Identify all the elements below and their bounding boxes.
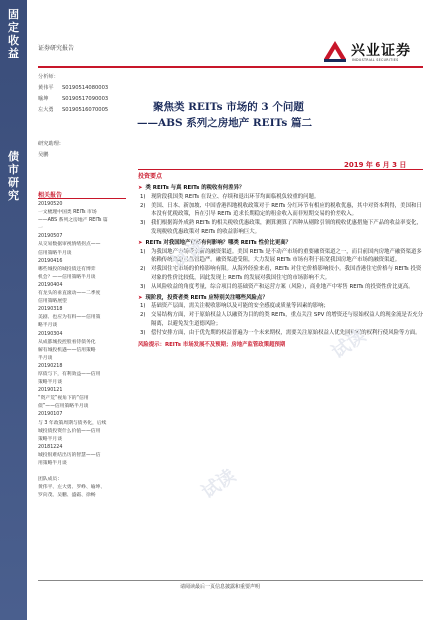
related-report-line: 20190318 [38, 307, 63, 313]
question-text: 现阶段，投资者类 REITs 应特别关注哪些风险点？ [145, 294, 268, 301]
related-report-line: 厚债与下，有利效益——信用 [38, 371, 101, 377]
item-text: 我们根据海外成熟 REITs 的相关税收优惠政策，测算测算了四种从剔除引领的税收优惠措施下产品的收益率变化，发现税收优惠政策对 REITs 的收益影响巨大。 [151, 220, 422, 235]
related-report-line: 20190404 [38, 282, 63, 288]
question-text: 类 REITs 与真 REITs 的税收有何差异？ [145, 185, 245, 191]
report-type-label: 证券研究报告 [38, 45, 75, 52]
item-number: 3) [140, 329, 146, 336]
report-subtitle: ——ABS 系列之房地产 REITs 篇二 [137, 117, 312, 129]
related-report-line [38, 468, 128, 476]
related-report-line: 一 [38, 226, 43, 232]
item-text: 基础资产层面，需关注税收影响以及可能的安全感度或质量等因素的影响； [151, 303, 329, 310]
item-text: 交易结构方面，对于原始权益人以融资为目的的类 REITs，重点关注 SPV 的增资还与原始权益人的现金流是否充分隔离，以避免发生道德风险； [151, 312, 424, 327]
section-question [138, 294, 426, 303]
related-report-line: 20190416 [38, 258, 63, 264]
related-report-line: 城投很难结出历的智慧——信 [38, 452, 101, 458]
related-reports-heading: 相关报告 [38, 192, 63, 199]
related-report-line: 一文梳理中国类 REITs 市场 [38, 210, 97, 216]
related-reports-list [38, 201, 128, 500]
related-report-line: 20190304 [38, 331, 63, 337]
related-report-line: 黄伟平、左大勇、罗峥、喻坤、 [38, 485, 106, 491]
question-text: REITs 对我国地产市场有何影响？哪类 REITs 性价比更高？ [145, 239, 291, 246]
analyst-row [38, 83, 128, 94]
related-report-line: 与 3 年政策周期与债务化，后续 [38, 420, 107, 426]
analyst-code: S0190516070005 [62, 107, 109, 113]
analyst-name: 黄伟平 [38, 85, 54, 91]
item-number: 2) [140, 266, 146, 273]
related-report-line: 美剧、也应为有料——信用策 [38, 315, 101, 321]
related-report-line: 有龙头的垂直滚动——二季度 [38, 291, 101, 297]
related-report-line: 机会？——信用策略半月谈 [38, 274, 96, 280]
item-number: 2) [140, 202, 146, 209]
related-report-line: 罗向茂、吴鹏、盛霜、徐畅 [38, 493, 96, 499]
header-divider [38, 66, 423, 68]
logo-subtitle: INDUSTRIAL SECURITIES [352, 58, 399, 62]
related-report-line: 20190107 [38, 412, 63, 418]
company-logo [322, 38, 427, 66]
list-item [138, 302, 426, 311]
item-number: 1) [140, 303, 146, 310]
analyst-name: 左大勇 [38, 107, 54, 113]
item-text: 美国、日本、新加坡、中国香港四地税收政策对于 REITs 分红环节有相应的税收优惠，其中对资本利得，美国和日本没有优税政策，旨在引导 REITs 追求长期稳定的租金收入而非短期交易的价差收入。 [151, 202, 422, 218]
related-report-line: 债”——信用策略半月谈 [38, 404, 89, 410]
related-report-line: 团队成员： [38, 477, 62, 483]
arrow-icon: ➤ [138, 185, 143, 191]
related-report-line: “资产荒”视角下的“信用 [38, 396, 89, 402]
analyst-code: S0190514080003 [62, 85, 109, 91]
assistant-block [38, 139, 64, 161]
related-report-line: 20190218 [38, 363, 63, 369]
assistant-label: 研究助理： [38, 141, 64, 147]
analyst-row [38, 105, 128, 116]
analyst-row [38, 94, 128, 105]
arrow-icon: ➤ [138, 239, 143, 246]
list-item [138, 248, 426, 266]
logo-title: 兴业证券 [351, 43, 411, 59]
related-report-line: 哪些城投的城投债还有博弈 [38, 266, 96, 272]
list-item [138, 311, 426, 329]
left-accent-bar [0, 0, 27, 620]
related-report-line: 20190507 [38, 234, 63, 240]
key-points-body [138, 182, 426, 349]
watermark: 试读 [168, 235, 210, 274]
related-report-line: 策略半月谈 [38, 380, 62, 386]
item-number: 1) [140, 193, 146, 200]
related-report-line: 策略半月谈 [38, 436, 62, 442]
related-divider [38, 198, 126, 199]
date-divider [138, 169, 423, 170]
list-item [138, 329, 426, 338]
related-report-line: 20190121 [38, 388, 63, 394]
related-report-line: 用策略半月谈 [38, 461, 67, 466]
list-item [138, 202, 426, 220]
related-report-line: 信用策略半月谈 [38, 250, 72, 256]
logo-mark-icon [322, 39, 348, 63]
watermark: 试读 [198, 465, 240, 504]
arrow-icon: ➤ [138, 294, 143, 301]
report-date: 2019 年 6 月 3 日 [344, 161, 407, 169]
analyst-code: S0190517090003 [62, 96, 109, 102]
related-report-line: 20181224 [38, 444, 63, 450]
item-text: 现阶段我国类 REITs 在设立、存续和退出环节均面临税负较重的问题。 [151, 193, 320, 200]
analyst-name: 喻坤 [38, 96, 49, 102]
sidebar-top-label: 固定收益 [8, 8, 19, 60]
key-points-heading: 投资要点 [138, 173, 163, 180]
related-report-line: 信用策略展望 [38, 299, 67, 305]
related-report-line: 从成都城投控股看待债务化 [38, 339, 96, 345]
related-report-line: 20190520 [38, 202, 63, 207]
item-number: 2) [140, 312, 146, 319]
risk-warning: 风险提示：REITs 市场发展不及预期；房地产监管政策超预期 [138, 341, 286, 348]
analyst-block [38, 72, 128, 116]
list-item [138, 283, 426, 292]
analyst-label: 分析师： [38, 74, 59, 80]
footer-divider [38, 580, 423, 581]
watermark: 试读 [328, 325, 370, 364]
related-report-line: 解有城投机遇——信用策略 [38, 347, 96, 353]
report-title: 聚焦类 REITs 市场的 3 个问题 [153, 101, 304, 113]
item-text: 对我国住宅市场的价格影响有限。从海外经验来看，REITs 对住宅价格影响较小。我国香港住宅价格与 REITs 投资对象的性价比较低，因此发现上 REITs 的发展对我国住宅的市场影响不大。 [151, 266, 422, 281]
footer-disclaimer: 请阅读最后一页信息披露和重要声明 [179, 584, 260, 590]
section-question [138, 239, 426, 248]
related-report-line: 从交易数据审视情绪拐点—— [38, 242, 101, 248]
item-number: 1) [140, 248, 146, 255]
item-number: 3) [140, 283, 146, 290]
list-item [138, 193, 426, 202]
item-text: 偿付安排方面，由于优先期的权益普遍为一个未来期权，需要关注原始权益人优先回购权的权利行使风险等方面。 [151, 329, 421, 336]
item-number: 3) [140, 220, 146, 227]
sidebar-mid-label: 债市研究 [8, 150, 19, 202]
item-text: 为我国地产市场带来新的融资渠道。美国 REITs 是不动产市场的重要融资渠道之一，而目前国内房地产融资渠道多依赖传统渠道且监管趋严。融资渠道受阻，大力发展 REITs 市场有利于拓宽我国房地产市场的融资渠道。 [151, 248, 422, 264]
assistant-name: 吴鹏 [38, 152, 49, 158]
related-report-line: 略半月谈 [38, 323, 58, 329]
list-item [138, 265, 426, 283]
related-report-line: 城投债投资什么价值——信用 [38, 428, 101, 434]
section-question [138, 184, 426, 193]
list-item [138, 219, 426, 237]
related-report-line: ——ABS 系列之房地产 REITs 篇 [38, 218, 108, 224]
item-text: 从风险收益的角度考量，综合项目的基础资产和运营方案（风险），商业地产中零售 REITs 的投资性价比更高。 [151, 283, 414, 290]
related-report-line: 半月谈 [38, 355, 53, 361]
